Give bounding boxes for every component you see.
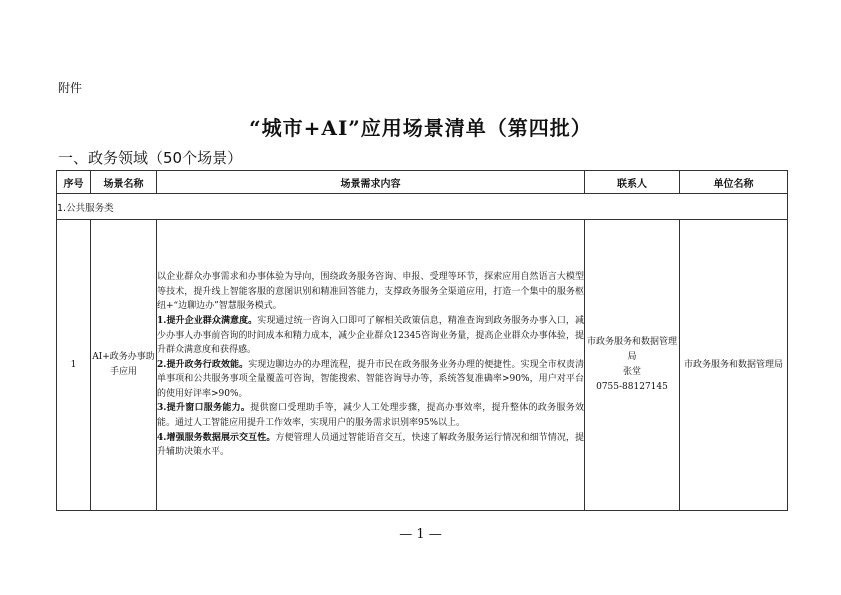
table-row [57, 220, 788, 511]
table-header-row [57, 171, 788, 194]
header-number: 序号 [57, 171, 91, 194]
point-3-heading: 3.提升窗口服务能力。 [157, 403, 251, 414]
point-4-text: 方便管理人员通过智能语音交互，快速了解政务服务运行情况和细节情况，提升辅助决策水平。 [157, 432, 584, 458]
category-label: 1.公共服务类 [57, 194, 788, 220]
header-contact: 联系人 [585, 171, 680, 194]
header-scene-name: 场景名称 [91, 171, 157, 194]
contact-phone: 0755-88127145 [596, 382, 668, 392]
content-point-2 [157, 358, 584, 402]
contact-org: 市政务服务和数据管理局 [586, 337, 677, 362]
row-number: 1 [57, 220, 91, 511]
row-content [157, 220, 585, 511]
attachment-label: 附件 [58, 81, 83, 95]
document-title: “城市+AI”应用场景清单（第四批） [249, 116, 592, 140]
scenario-table [56, 170, 788, 511]
content-intro: 以企业群众办事需求和办事体验为导向，围绕政务服务咨询、申报、受理等环节，探索应用自然语言大模型等技术，提升线上智能客服的意图识别和精准回答能力，支撑政务服务全渠道应用，打造一个集中的服务枢纽+“边聊边办”智慧服务模式。 [157, 272, 584, 312]
content-point-4 [157, 431, 584, 460]
content-point-1 [157, 314, 584, 358]
point-3-text: 提供窗口受理助手等，减少人工处理步骤，提高办事效率，提升整体的政务服务效能。通过人工智能应用提升工作效率，实现用户的服务需求识别率95%以上。 [157, 403, 584, 429]
section-heading: 一、政务领域（50个场景） [58, 149, 243, 167]
point-2-heading: 2.提升政务行政效能。 [157, 359, 249, 370]
header-content: 场景需求内容 [157, 171, 585, 194]
row-unit: 市政务服务和数据管理局 [680, 220, 788, 511]
header-unit: 单位名称 [680, 171, 788, 194]
content-point-3 [157, 401, 584, 430]
category-row [57, 194, 788, 220]
point-4-heading: 4.增强服务数据展示交互性。 [157, 432, 276, 443]
contact-name: 张堂 [622, 367, 641, 377]
point-1-text: 实现通过统一咨询入口即可了解相关政策信息，精准查询到政务服务办事入口，减少办事人办事前咨询的时间成本和精力成本，减少企业群众12345咨询业务量，提高企业群众办事体验，提升群众满意度和获得感。 [157, 315, 584, 356]
row-scene-name: AI+政务办事助手应用 [91, 220, 157, 511]
row-contact [585, 220, 680, 511]
point-2-text: 实现边聊边办的办理流程，提升市民在政务服务业务办理的便捷性。实现全市权责清单事项和公共服务事项全量覆盖可咨询，智能搜索、智能咨询导办等，系统答复准确率>90%，用户对平台的使用好评率>90%。 [157, 359, 584, 399]
point-1-heading: 1.提升企业群众满意度。 [157, 315, 258, 326]
page-number: — 1 — [399, 527, 442, 542]
